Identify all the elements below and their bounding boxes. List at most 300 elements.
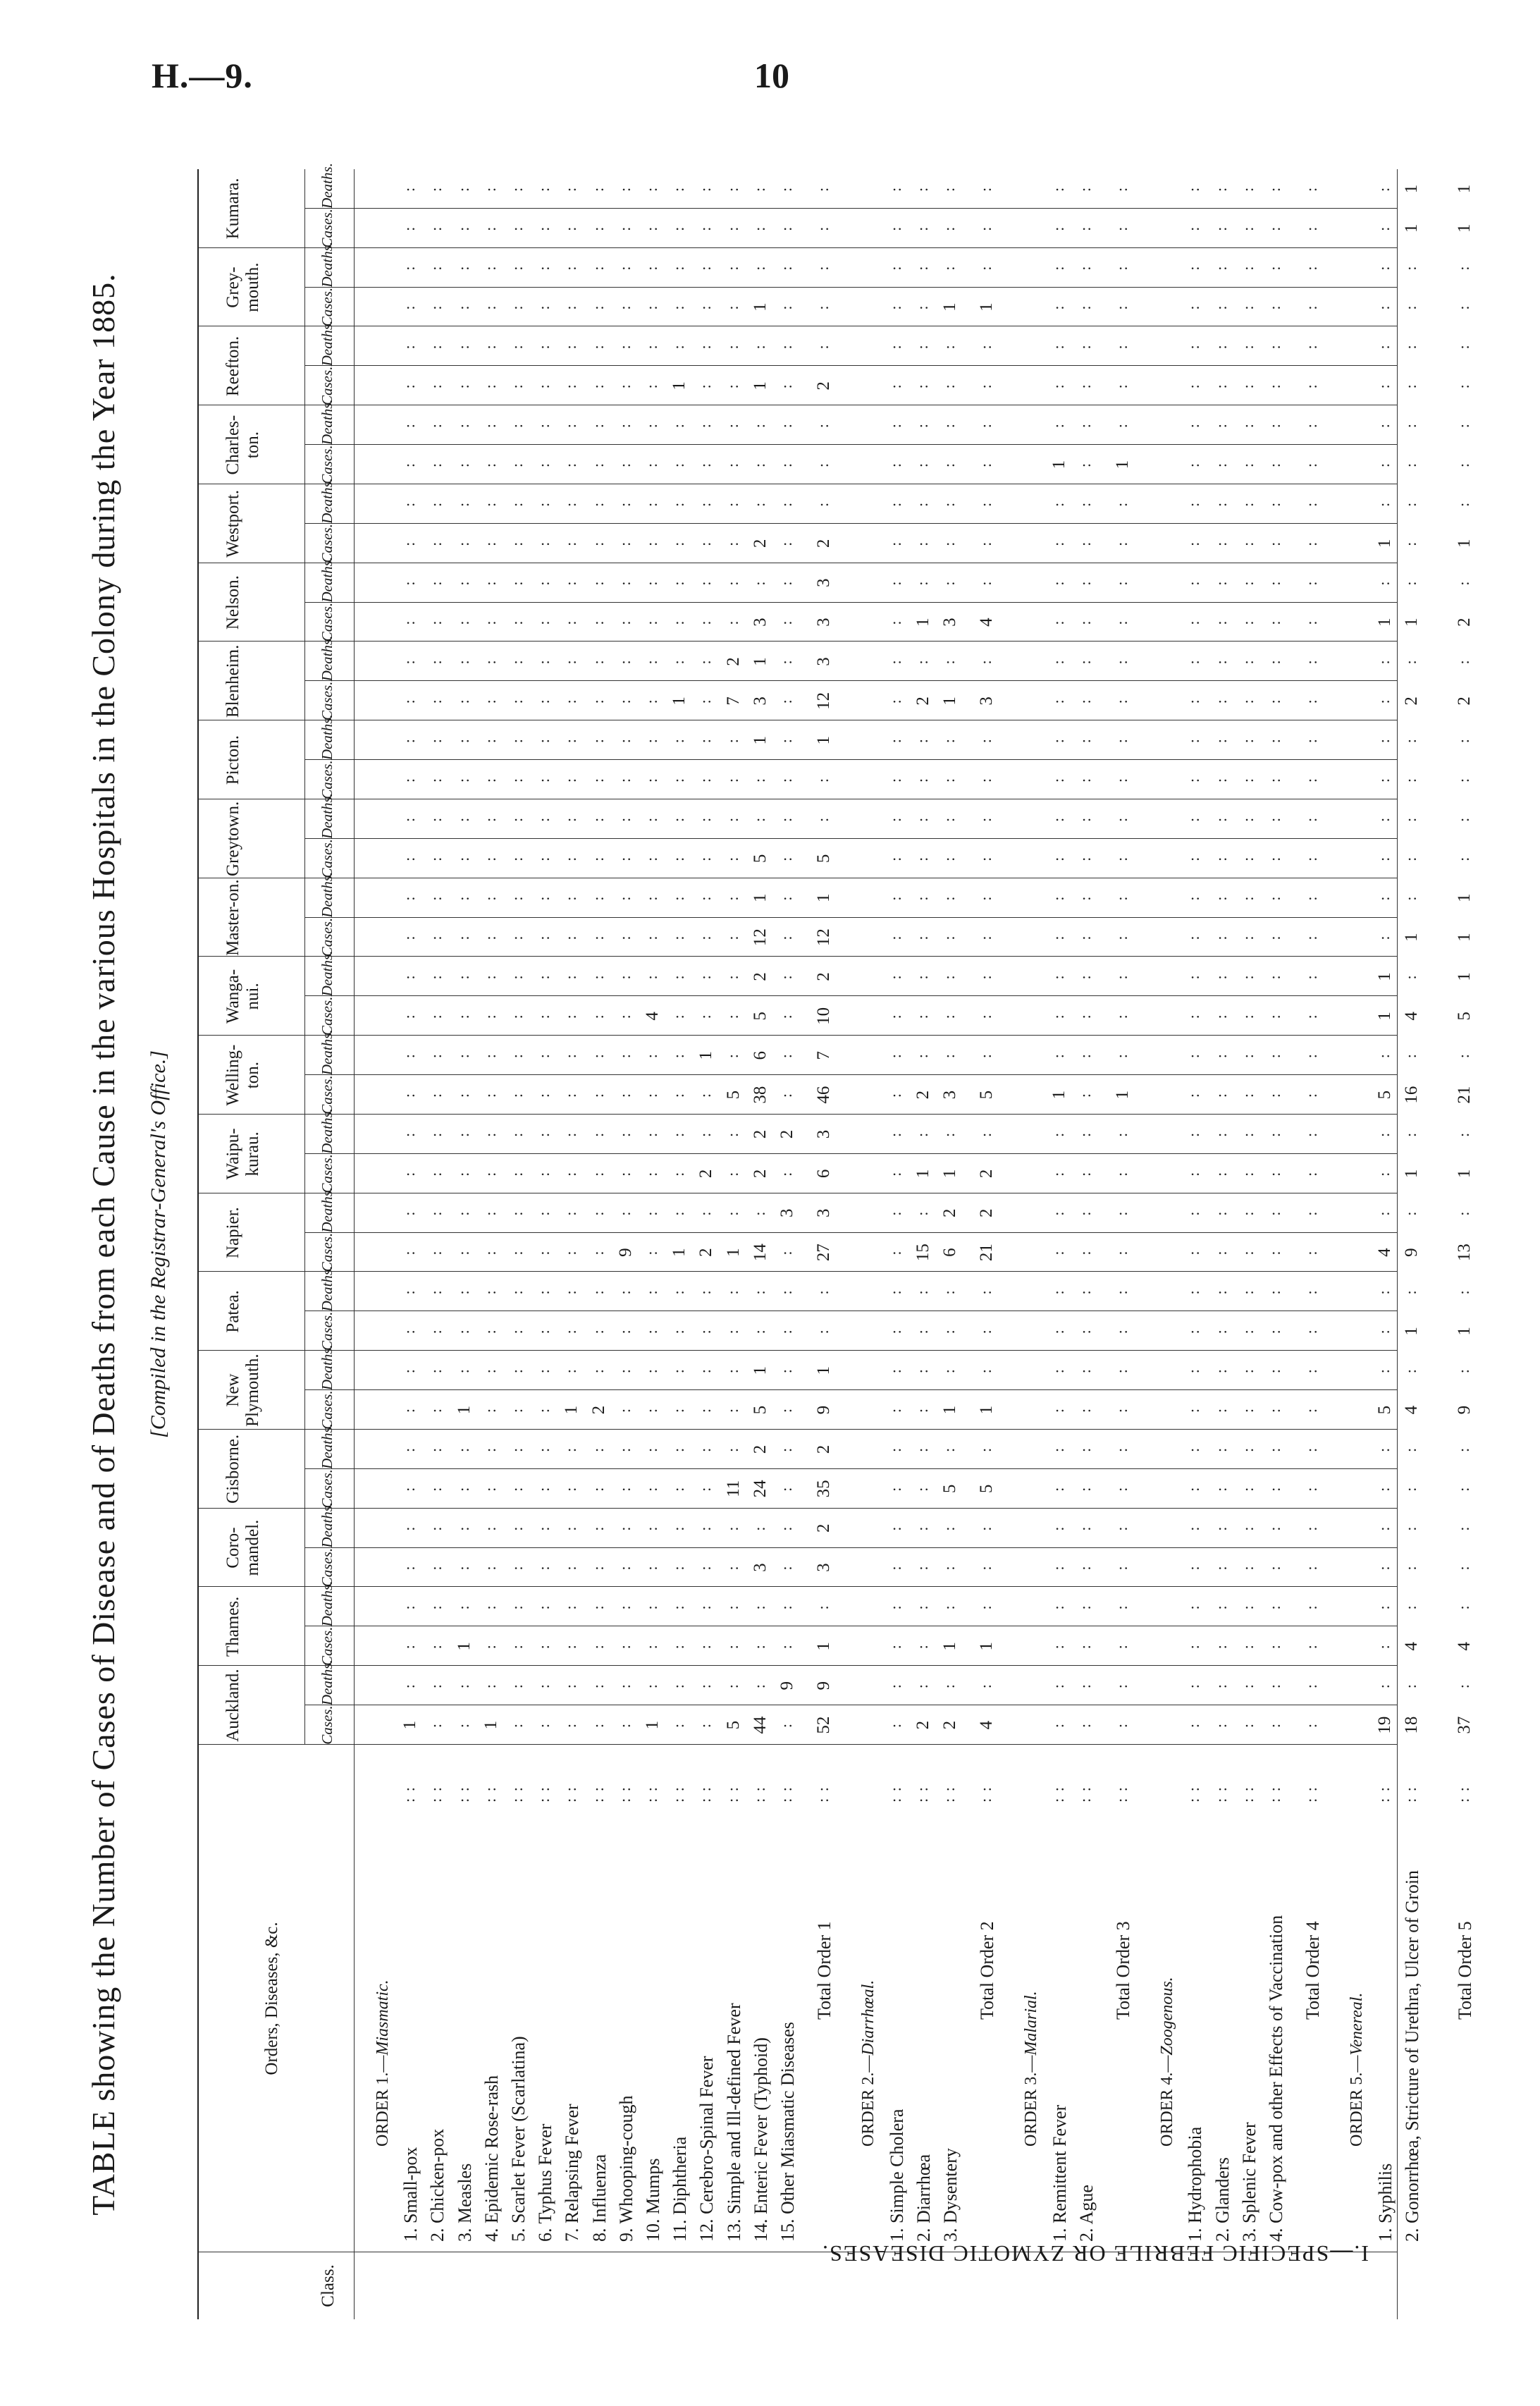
hospital-header: Westport.: [223, 489, 242, 558]
empty-cell: :: [481, 1564, 499, 1571]
empty-cell: :: [670, 1013, 688, 1019]
empty-cell: :: [977, 579, 995, 586]
empty-cell: :: [670, 1170, 688, 1177]
empty-cell: :: [696, 619, 715, 625]
cases-value: 2: [750, 539, 770, 548]
cases-value: 5: [977, 1090, 997, 1100]
empty-cell: :: [1212, 1368, 1230, 1374]
empty-cell: :: [886, 1170, 904, 1177]
empty-cell: :: [696, 1485, 715, 1492]
empty-cell: :: [400, 1249, 419, 1256]
empty-cell: :: [562, 658, 580, 665]
empty-cell: :: [777, 225, 795, 231]
cases-value: 1: [670, 381, 689, 391]
empty-cell: :: [454, 737, 472, 744]
empty-cell: :: [1374, 698, 1393, 704]
empty-cell: :: [1212, 619, 1230, 625]
empty-cell: :: [940, 1446, 958, 1452]
empty-cell: :: [1401, 1564, 1419, 1571]
empty-cell: :: [1113, 422, 1131, 429]
empty-cell: :: [940, 579, 958, 586]
empty-cell: :: [696, 1564, 715, 1571]
empty-cell: :: [1212, 1525, 1230, 1531]
empty-cell: :: [1185, 462, 1203, 468]
empty-cell: :: [1454, 1289, 1472, 1295]
cases-value: 3: [940, 618, 959, 627]
empty-cell: :: [670, 462, 688, 468]
empty-cell: :: [1302, 1564, 1321, 1571]
empty-cell: :: [750, 1289, 768, 1295]
disease-label: 10. Mumps: [643, 2158, 663, 2242]
empty-cell: :: [750, 422, 768, 429]
empty-cell: :: [1185, 1485, 1203, 1492]
empty-cell: :: [1076, 462, 1094, 468]
cases-value: 5: [723, 1090, 743, 1100]
empty-cell: :: [589, 1249, 607, 1256]
empty-cell: :: [750, 462, 768, 468]
empty-cell: :: [1049, 422, 1067, 429]
empty-cell: :: [562, 1328, 580, 1334]
empty-cell: :: [615, 185, 634, 192]
cases-value: 4: [977, 618, 997, 627]
empty-cell: :: [562, 1131, 580, 1137]
empty-cell: :: [1401, 777, 1419, 783]
empty-cell: :: [400, 540, 419, 546]
empty-cell: :: [670, 974, 688, 980]
empty-cell: :: [481, 934, 499, 940]
empty-cell: :: [481, 1368, 499, 1374]
empty-cell: :: [1374, 304, 1393, 310]
empty-cell: :: [427, 1564, 445, 1571]
cases-value: 2: [814, 381, 834, 391]
empty-cell: :: [1266, 343, 1283, 350]
empty-cell: :: [1212, 501, 1230, 507]
empty-cell: :: [454, 1210, 472, 1216]
empty-cell: :: [562, 1683, 580, 1689]
deaths-value: 1: [696, 1050, 716, 1060]
empty-cell: :: [977, 737, 995, 744]
empty-cell: :: [562, 1249, 580, 1256]
empty-cell: :: [535, 1604, 553, 1610]
empty-cell: :: [1238, 1485, 1257, 1492]
empty-cell: :: [1401, 1604, 1419, 1610]
empty-cell: :: [1049, 816, 1067, 822]
empty-cell: :: [886, 225, 904, 231]
empty-cell: :: [777, 737, 795, 744]
empty-cell: :: [427, 1092, 445, 1098]
cases-subheader: Cases.: [319, 1075, 335, 1115]
empty-cell: :: [1212, 1485, 1230, 1492]
empty-cell: :: [1185, 1289, 1203, 1295]
empty-cell: :: [400, 304, 419, 310]
empty-cell: :: [814, 185, 832, 192]
empty-cell: :: [535, 737, 553, 744]
empty-cell: :: [1266, 462, 1283, 468]
empty-cell: :: [913, 816, 931, 822]
empty-cell: :: [535, 1013, 553, 1019]
empty-cell: :: [777, 540, 795, 546]
leader-dots: : :: [508, 1786, 526, 1803]
empty-cell: :: [508, 185, 526, 192]
empty-cell: :: [643, 185, 660, 192]
empty-cell: :: [535, 501, 553, 507]
empty-cell: :: [1302, 185, 1321, 192]
empty-cell: :: [1185, 225, 1203, 231]
deaths-value: 3: [814, 1129, 834, 1139]
empty-cell: :: [913, 185, 931, 192]
empty-cell: :: [886, 383, 904, 389]
cases-value: 3: [750, 696, 770, 706]
empty-cell: :: [777, 264, 795, 271]
empty-cell: :: [1049, 1407, 1067, 1413]
empty-cell: :: [814, 816, 832, 822]
cases-value: 2: [1454, 618, 1474, 627]
empty-cell: :: [1113, 501, 1131, 507]
empty-cell: :: [1212, 1289, 1230, 1295]
empty-cell: :: [535, 974, 553, 980]
empty-cell: :: [1374, 462, 1393, 468]
empty-cell: :: [1374, 816, 1393, 822]
empty-cell: :: [1302, 777, 1321, 783]
empty-cell: :: [977, 1368, 995, 1374]
disease-label: 3. Measles: [454, 2163, 475, 2242]
leader-dots: : :: [777, 1786, 795, 1803]
cases-value: 11: [723, 1480, 743, 1497]
empty-cell: :: [723, 1052, 741, 1059]
cases-value: 2: [589, 1405, 608, 1415]
cases-value: 1: [940, 696, 959, 706]
hospital-header: New Plymouth.: [223, 1354, 262, 1427]
disease-label: 9. Whooping-cough: [615, 2095, 636, 2242]
empty-cell: :: [427, 855, 445, 861]
empty-cell: :: [535, 383, 553, 389]
empty-cell: :: [562, 619, 580, 625]
cases-value: 19: [1374, 1716, 1394, 1734]
empty-cell: :: [1212, 383, 1230, 389]
cases-value: 4: [977, 1720, 997, 1730]
empty-cell: :: [777, 1170, 795, 1177]
empty-cell: :: [750, 777, 768, 783]
order-total-label: Total Order 3: [1113, 1921, 1133, 2020]
empty-cell: :: [1212, 1170, 1230, 1177]
empty-cell: :: [1238, 422, 1257, 429]
empty-cell: :: [1302, 1722, 1321, 1729]
empty-cell: :: [1113, 225, 1131, 231]
deaths-subheader: Deaths.: [319, 241, 335, 288]
empty-cell: :: [1454, 1446, 1472, 1452]
leader-dots: : :: [400, 1786, 419, 1803]
cases-value: 38: [750, 1086, 770, 1104]
empty-cell: :: [1076, 777, 1094, 783]
empty-cell: :: [750, 264, 768, 271]
empty-cell: :: [1076, 1643, 1094, 1650]
empty-cell: :: [1049, 1368, 1067, 1374]
empty-cell: :: [481, 540, 499, 546]
empty-cell: :: [615, 934, 634, 940]
empty-cell: :: [723, 1328, 741, 1334]
empty-cell: :: [1185, 540, 1203, 546]
empty-cell: :: [1401, 1525, 1419, 1531]
empty-cell: :: [696, 1131, 715, 1137]
empty-cell: :: [723, 304, 741, 310]
empty-cell: :: [508, 343, 526, 350]
empty-cell: :: [643, 974, 660, 980]
empty-cell: :: [508, 1446, 526, 1452]
empty-cell: :: [508, 304, 526, 310]
empty-cell: :: [508, 855, 526, 861]
empty-cell: :: [913, 1013, 931, 1019]
leader-dots: : :: [1049, 1786, 1067, 1803]
empty-cell: :: [589, 816, 607, 822]
empty-cell: :: [1238, 1289, 1257, 1295]
empty-cell: :: [508, 1683, 526, 1689]
empty-cell: :: [400, 1289, 419, 1295]
empty-cell: :: [508, 816, 526, 822]
empty-cell: :: [1049, 264, 1067, 271]
empty-cell: :: [913, 1564, 931, 1571]
empty-cell: :: [1049, 737, 1067, 744]
empty-cell: :: [562, 1289, 580, 1295]
leader-dots: : :: [1113, 1786, 1131, 1803]
empty-cell: :: [977, 343, 995, 350]
empty-cell: :: [1076, 225, 1094, 231]
empty-cell: :: [777, 1407, 795, 1413]
empty-cell: :: [886, 1131, 904, 1137]
empty-cell: :: [562, 737, 580, 744]
empty-cell: :: [508, 1013, 526, 1019]
leader-dots: : :: [750, 1786, 768, 1803]
empty-cell: :: [615, 1683, 634, 1689]
empty-cell: :: [1212, 540, 1230, 546]
empty-cell: :: [589, 1131, 607, 1137]
cases-value: 1: [1401, 1169, 1421, 1179]
empty-cell: :: [1212, 343, 1230, 350]
empty-cell: :: [886, 1525, 904, 1531]
empty-cell: :: [535, 185, 553, 192]
hospital-header: Waipu-kurau.: [223, 1128, 262, 1180]
empty-cell: :: [1113, 1564, 1131, 1571]
empty-cell: :: [1076, 1092, 1094, 1098]
empty-cell: :: [400, 1210, 419, 1216]
empty-cell: :: [535, 1643, 553, 1650]
deaths-subheader: Deaths.: [319, 320, 335, 367]
empty-cell: :: [886, 895, 904, 901]
empty-cell: :: [1113, 934, 1131, 940]
empty-cell: :: [777, 777, 795, 783]
disease-label: 15. Other Miasmatic Diseases: [777, 2022, 798, 2242]
empty-cell: :: [1185, 1722, 1203, 1729]
cases-value: 1: [1374, 618, 1394, 627]
empty-cell: :: [1113, 1446, 1131, 1452]
empty-cell: :: [454, 619, 472, 625]
empty-cell: :: [886, 1564, 904, 1571]
empty-cell: :: [643, 343, 660, 350]
empty-cell: :: [940, 1289, 958, 1295]
empty-cell: :: [1266, 1131, 1283, 1137]
empty-cell: :: [400, 462, 419, 468]
empty-cell: :: [913, 1289, 931, 1295]
empty-cell: :: [400, 422, 419, 429]
empty-cell: :: [1113, 816, 1131, 822]
empty-cell: :: [913, 501, 931, 507]
empty-cell: :: [427, 1249, 445, 1256]
empty-cell: :: [886, 1289, 904, 1295]
cases-value: 37: [1454, 1716, 1474, 1734]
empty-cell: :: [1454, 855, 1472, 861]
empty-cell: :: [1374, 1446, 1393, 1452]
empty-cell: :: [1212, 1013, 1230, 1019]
empty-cell: :: [643, 1249, 660, 1256]
empty-cell: :: [940, 422, 958, 429]
empty-cell: :: [1374, 777, 1393, 783]
empty-cell: :: [1266, 855, 1283, 861]
empty-cell: :: [615, 422, 634, 429]
empty-cell: :: [643, 777, 660, 783]
empty-cell: :: [535, 1249, 553, 1256]
empty-cell: :: [427, 579, 445, 586]
empty-cell: :: [1302, 1485, 1321, 1492]
empty-cell: :: [400, 1525, 419, 1531]
empty-cell: :: [1212, 934, 1230, 940]
empty-cell: :: [1302, 974, 1321, 980]
empty-cell: :: [589, 1289, 607, 1295]
empty-cell: :: [454, 1722, 472, 1729]
empty-cell: :: [1401, 1052, 1419, 1059]
empty-cell: :: [615, 974, 634, 980]
empty-cell: :: [615, 658, 634, 665]
empty-cell: :: [1266, 1092, 1283, 1098]
deaths-value: 2: [723, 657, 743, 666]
cases-value: 1: [1454, 1169, 1474, 1179]
empty-cell: :: [454, 934, 472, 940]
empty-cell: :: [562, 304, 580, 310]
empty-cell: :: [977, 185, 995, 192]
empty-cell: :: [562, 1368, 580, 1374]
hospital-header: Welling-ton.: [223, 1044, 262, 1106]
empty-cell: :: [400, 816, 419, 822]
empty-cell: :: [1266, 895, 1283, 901]
cases-value: 1: [940, 302, 959, 312]
leader-dots: : :: [1185, 1786, 1203, 1803]
table-subtitle: [Compiled in the Registrar-General's Office.]: [147, 1050, 170, 1438]
empty-cell: :: [1238, 1407, 1257, 1413]
class-header: Class.: [319, 2264, 338, 2307]
empty-cell: :: [1049, 658, 1067, 665]
empty-cell: :: [454, 658, 472, 665]
empty-cell: :: [723, 343, 741, 350]
empty-cell: :: [589, 1485, 607, 1492]
empty-cell: :: [814, 343, 832, 350]
cases-value: 5: [940, 1484, 959, 1494]
empty-cell: :: [777, 658, 795, 665]
empty-cell: :: [1113, 1013, 1131, 1019]
deaths-subheader: Deaths.: [319, 1108, 335, 1154]
cases-value: 16: [1401, 1086, 1421, 1104]
empty-cell: :: [940, 816, 958, 822]
empty-cell: :: [535, 343, 553, 350]
empty-cell: :: [589, 1013, 607, 1019]
empty-cell: :: [1238, 579, 1257, 586]
empty-cell: :: [1113, 540, 1131, 546]
empty-cell: :: [1238, 1446, 1257, 1452]
empty-cell: :: [913, 1052, 931, 1059]
empty-cell: :: [481, 383, 499, 389]
empty-cell: :: [535, 304, 553, 310]
empty-cell: :: [1212, 777, 1230, 783]
empty-cell: :: [1076, 698, 1094, 704]
empty-cell: :: [427, 1131, 445, 1137]
empty-cell: :: [940, 343, 958, 350]
empty-cell: :: [535, 1525, 553, 1531]
empty-cell: :: [615, 304, 634, 310]
empty-cell: :: [1401, 737, 1419, 744]
leader-dots: : :: [454, 1786, 472, 1803]
empty-cell: :: [481, 698, 499, 704]
empty-cell: :: [940, 1604, 958, 1610]
empty-cell: :: [1238, 895, 1257, 901]
empty-cell: :: [427, 974, 445, 980]
empty-cell: :: [1401, 1210, 1419, 1216]
empty-cell: :: [454, 974, 472, 980]
empty-cell: :: [940, 934, 958, 940]
empty-cell: :: [427, 934, 445, 940]
deaths-value: 2: [814, 972, 834, 981]
empty-cell: :: [1374, 1604, 1393, 1610]
empty-cell: :: [696, 737, 715, 744]
empty-cell: :: [886, 422, 904, 429]
empty-cell: :: [977, 1683, 995, 1689]
hospital-header: Reefton.: [223, 336, 242, 397]
empty-cell: :: [481, 185, 499, 192]
cases-subheader: Cases.: [319, 1232, 335, 1272]
empty-cell: :: [1401, 579, 1419, 586]
empty-cell: :: [777, 698, 795, 704]
leader-dots: : :: [1212, 1786, 1230, 1803]
empty-cell: :: [1454, 1368, 1472, 1374]
empty-cell: :: [535, 777, 553, 783]
cases-value: 5: [723, 1720, 743, 1730]
cases-value: 4: [1454, 1642, 1474, 1651]
empty-cell: :: [481, 658, 499, 665]
empty-cell: :: [886, 619, 904, 625]
empty-cell: :: [454, 698, 472, 704]
empty-cell: :: [508, 1328, 526, 1334]
empty-cell: :: [670, 422, 688, 429]
empty-cell: :: [1454, 304, 1472, 310]
deaths-value: 1: [1374, 972, 1394, 981]
empty-cell: :: [1401, 501, 1419, 507]
empty-cell: :: [814, 462, 832, 468]
deaths-value: 3: [814, 1208, 834, 1217]
empty-cell: :: [1212, 1249, 1230, 1256]
empty-cell: :: [562, 1210, 580, 1216]
empty-cell: :: [1212, 422, 1230, 429]
empty-cell: :: [643, 895, 660, 901]
cases-value: 4: [1401, 1642, 1421, 1651]
empty-cell: :: [1238, 1131, 1257, 1137]
empty-cell: :: [940, 1052, 958, 1059]
empty-cell: :: [589, 1328, 607, 1334]
empty-cell: :: [940, 225, 958, 231]
empty-cell: :: [1374, 383, 1393, 389]
empty-cell: :: [723, 185, 741, 192]
empty-cell: :: [427, 225, 445, 231]
empty-cell: :: [1302, 1683, 1321, 1689]
empty-cell: :: [1113, 304, 1131, 310]
cases-subheader: Cases.: [319, 681, 335, 721]
empty-cell: :: [777, 501, 795, 507]
empty-cell: :: [615, 1564, 634, 1571]
